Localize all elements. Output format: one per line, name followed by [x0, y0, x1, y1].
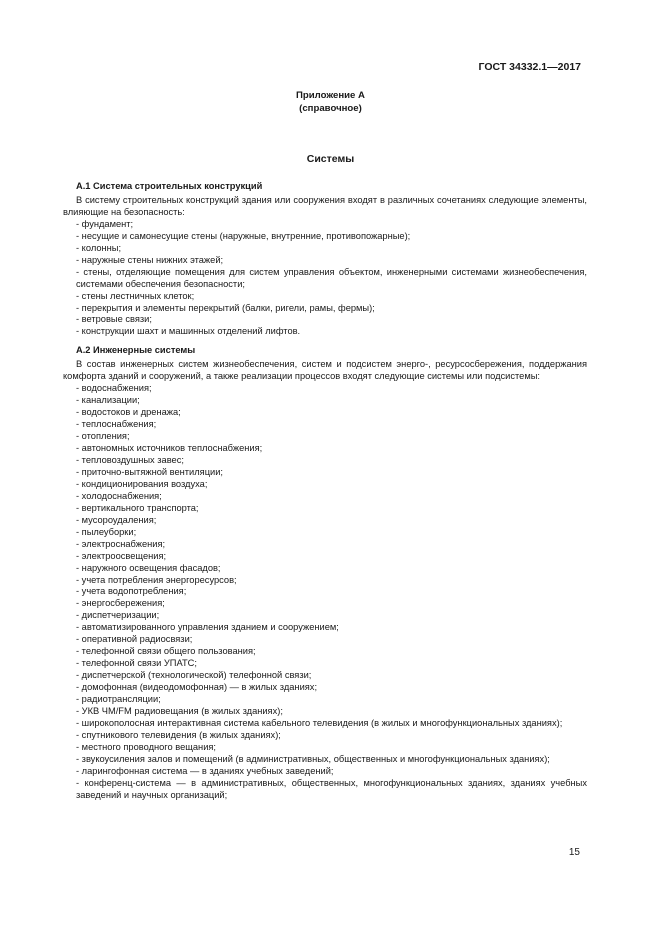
list-item: - автоматизированного управления зданием и сооружением;: [76, 622, 339, 633]
list-item: - вертикального транспорта;: [76, 502, 199, 513]
list-item: - отопления;: [76, 431, 130, 442]
section-heading: А.1 Система строительных конструкций: [76, 181, 263, 191]
list-item: - УКВ ЧМ/FM радиовещания (в жилых зданиях);: [76, 705, 283, 716]
list-item: - колонны;: [76, 242, 122, 253]
document-body: [63, 181, 587, 802]
list-item: - кондиционирования воздуха;: [76, 478, 208, 489]
list-item: - канализации;: [76, 395, 140, 406]
list-item: - фундамент;: [76, 218, 134, 229]
item-list: [63, 219, 587, 339]
list-item: - водостоков и дренажа;: [76, 407, 181, 418]
list-item: - стены лестничных клеток;: [76, 290, 195, 301]
list-item: - тепловоздушных завес;: [76, 454, 184, 465]
section-heading: А.2 Инженерные системы: [76, 345, 196, 356]
section-intro: В состав инженерных систем жизнеобеспечения, систем и подсистем энерго-, ресурсосбережения, поддержания комфорта зданий и сооружений, а также реализации процессов входят следующие системы или подсистемы:: [63, 359, 587, 382]
list-item: - спутникового телевидения (в жилых зданиях);: [76, 729, 281, 740]
list-item: - диспетчерской (технологической) телефонной связи;: [76, 670, 312, 681]
list-item: - несущие и самонесущие стены (наружные, внутренние, противопожарные);: [76, 230, 411, 241]
list-item: - широкополосная интерактивная система кабельного телевидения (в жилых и многофункциональных зданиях);: [76, 717, 563, 728]
list-item: - мусороудаления;: [76, 514, 157, 525]
annex-title: Приложение А: [296, 90, 365, 101]
list-item: - холодоснабжения;: [76, 490, 162, 501]
list-item: - перекрытия и элементы перекрытий (балки, ригели, рамы, фермы);: [76, 302, 375, 313]
list-item: - телефонной связи УПАТС;: [76, 658, 197, 669]
list-item: - радиотрансляции;: [76, 694, 161, 705]
list-item: - домофонная (видеодомофонная) — в жилых зданиях;: [76, 682, 318, 693]
section-engineering-systems: [63, 345, 587, 801]
list-item: - водоснабжения;: [76, 383, 152, 394]
item-list: [63, 383, 587, 801]
section-structures: [63, 181, 587, 338]
list-item: - автономных источников теплоснабжения;: [76, 443, 263, 454]
list-item: - наружные стены нижних этажей;: [76, 254, 224, 265]
list-item: - учета водопотребления;: [76, 586, 187, 597]
list-item: - стены, отделяющие помещения для систем управления объектом, инженерными системами жизнеобеспечения, системами обеспечения безопасности;: [76, 266, 587, 289]
list-item: - ларингофонная система — в зданиях учебных заведений;: [76, 765, 334, 776]
list-item: - оперативной радиосвязи;: [76, 634, 193, 645]
document-code: ГОСТ 34332.1—2017: [478, 61, 581, 73]
list-item: - телефонной связи общего пользования;: [76, 646, 256, 657]
list-item: - ветровые связи;: [76, 314, 152, 325]
section-intro: В систему строительных конструкций здания или сооружения входят в различных сочетаниях следующие элементы, влияющие на безопасность:: [63, 194, 587, 217]
annex-subtitle: (справочное): [299, 102, 362, 114]
annex-heading: [0, 90, 661, 115]
section-title: Системы: [306, 153, 355, 165]
list-item: - приточно-вытяжной вентиляции;: [76, 466, 223, 477]
list-item: - электроосвещения;: [76, 550, 167, 561]
list-item: - диспетчеризации;: [76, 610, 160, 621]
list-item: - энергосбережения;: [76, 598, 165, 609]
page-number: 15: [568, 847, 580, 858]
list-item: - пылеуборки;: [76, 526, 137, 537]
list-item: - электроснабжения;: [76, 538, 166, 549]
list-item: - местного проводного вещания;: [76, 741, 217, 752]
list-item: - конструкции шахт и машинных отделений лифтов.: [76, 326, 301, 337]
list-item: - конференц-система — в административных, общественных, многофункциональных зданиях, зданиях учебных заведений и научных организаций;: [76, 777, 587, 800]
list-item: - наружного освещения фасадов;: [76, 562, 221, 573]
list-item: - звукоусиления залов и помещений (в административных, общественных и многофункциональных зданиях);: [76, 753, 550, 764]
list-item: - учета потребления энергоресурсов;: [76, 574, 237, 585]
list-item: - теплоснабжения;: [76, 419, 157, 430]
